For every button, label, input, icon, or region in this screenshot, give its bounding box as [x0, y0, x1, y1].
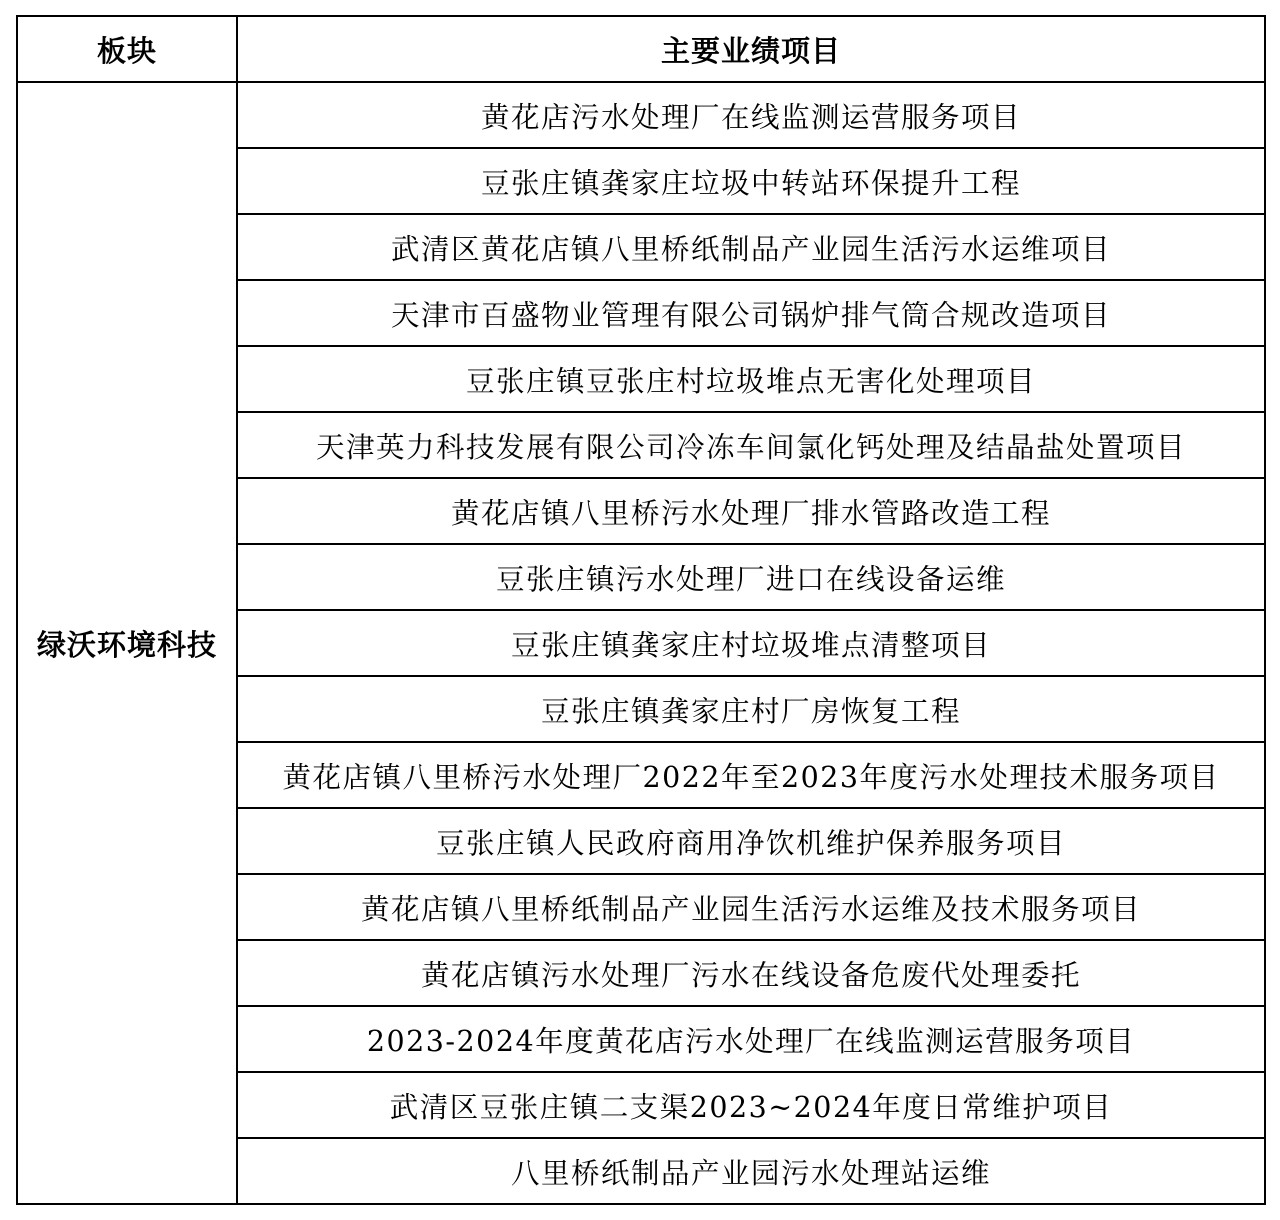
project-cell: 黄花店污水处理厂在线监测运营服务项目	[237, 82, 1265, 148]
project-cell: 豆张庄镇龚家庄垃圾中转站环保提升工程	[237, 148, 1265, 214]
project-cell: 黄花店镇八里桥污水处理厂2022年至2023年度污水处理技术服务项目	[237, 742, 1265, 808]
header-sector: 板块	[17, 16, 237, 82]
project-cell: 武清区豆张庄镇二支渠2023~2024年度日常维护项目	[237, 1072, 1265, 1138]
project-cell: 豆张庄镇豆张庄村垃圾堆点无害化处理项目	[237, 346, 1265, 412]
project-cell: 黄花店镇污水处理厂污水在线设备危废代处理委托	[237, 940, 1265, 1006]
project-cell: 黄花店镇八里桥污水处理厂排水管路改造工程	[237, 478, 1265, 544]
project-cell: 豆张庄镇人民政府商用净饮机维护保养服务项目	[237, 808, 1265, 874]
project-cell: 八里桥纸制品产业园污水处理站运维	[237, 1138, 1265, 1204]
project-cell: 天津市百盛物业管理有限公司锅炉排气筒合规改造项目	[237, 280, 1265, 346]
project-cell: 豆张庄镇龚家庄村垃圾堆点清整项目	[237, 610, 1265, 676]
project-cell: 天津英力科技发展有限公司冷冻车间氯化钙处理及结晶盐处置项目	[237, 412, 1265, 478]
project-cell: 2023-2024年度黄花店污水处理厂在线监测运营服务项目	[237, 1006, 1265, 1072]
sector-cell: 绿沃环境科技	[17, 82, 237, 1204]
project-cell: 豆张庄镇污水处理厂进口在线设备运维	[237, 544, 1265, 610]
project-cell: 武清区黄花店镇八里桥纸制品产业园生活污水运维项目	[237, 214, 1265, 280]
performance-table	[16, 15, 1266, 1205]
table-row	[17, 82, 1265, 148]
project-cell: 黄花店镇八里桥纸制品产业园生活污水运维及技术服务项目	[237, 874, 1265, 940]
header-projects: 主要业绩项目	[237, 16, 1265, 82]
project-cell: 豆张庄镇龚家庄村厂房恢复工程	[237, 676, 1265, 742]
header-row	[17, 16, 1265, 82]
